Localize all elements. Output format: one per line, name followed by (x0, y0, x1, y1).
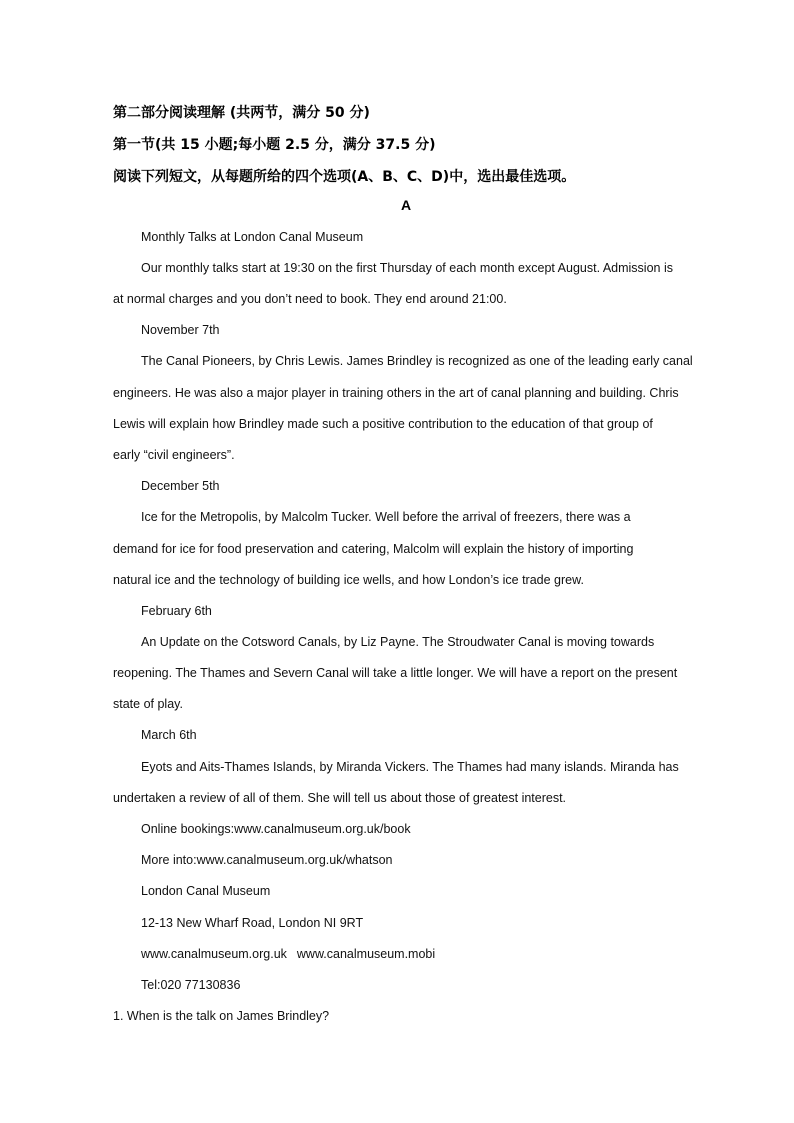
museum-websites (141, 946, 435, 962)
talk-date: November 7th (141, 323, 220, 337)
online-bookings: Online bookings:www.canalmuseum.org.uk/book (141, 822, 411, 836)
more-info: More into:www.canalmuseum.org.uk/whatson (141, 853, 393, 867)
talk-date: March 6th (141, 728, 197, 742)
website-main: www.canalmuseum.org.uk (141, 947, 287, 961)
talk-line: natural ice and the technology of building ice wells, and how London’s ice trade grew. (113, 573, 584, 587)
part-heading: 第二部分阅读理解 (共两节，满分 50 分) (113, 105, 370, 121)
website-mobile: www.canalmuseum.mobi (296, 947, 436, 961)
question-1: 1. When is the talk on James Brindley? (113, 1009, 330, 1023)
passage-title: Monthly Talks at London Canal Museum (141, 230, 364, 244)
museum-name: London Canal Museum (141, 884, 271, 898)
talk-line: engineers. He was also a major player in training others in the art of canal planning and building. Chris (113, 386, 679, 400)
talk-line: Eyots and Aits-Thames Islands, by Miranda Vickers. The Thames had many islands. Miranda has (141, 760, 679, 774)
museum-tel: Tel:020 77130836 (141, 978, 241, 992)
section-heading: 第一节(共 15 小题;每小题 2.5 分，满分 37.5 分) (113, 137, 436, 153)
museum-address: 12-13 New Wharf Road, London NI 9RT (141, 916, 364, 930)
talk-line: state of play. (113, 697, 183, 711)
passage-label: A (400, 197, 412, 213)
intro-line: Our monthly talks start at 19:30 on the first Thursday of each month except August. Admission is (141, 261, 673, 275)
instruction-heading: 阅读下列短文，从每题所给的四个选项(A、B、C、D)中，选出最佳选项。 (113, 169, 576, 185)
intro-line: at normal charges and you don’t need to book. They end around 21:00. (113, 292, 507, 306)
talk-line: An Update on the Cotsword Canals, by Liz Payne. The Stroudwater Canal is moving towards (141, 635, 655, 649)
talk-line: Lewis will explain how Brindley made such a positive contribution to the education of that group of (113, 417, 653, 431)
talk-line: The Canal Pioneers, by Chris Lewis. James Brindley is recognized as one of the leading early canal (141, 354, 693, 368)
talk-line: undertaken a review of all of them. She will tell us about those of greatest interest. (113, 791, 567, 805)
talk-line: reopening. The Thames and Severn Canal will take a little longer. We will have a report on the present (113, 666, 678, 680)
talk-date: December 5th (141, 479, 220, 493)
talk-line: early “civil engineers”. (113, 448, 235, 462)
talk-line: Ice for the Metropolis, by Malcolm Tucker. Well before the arrival of freezers, there was a (141, 510, 631, 524)
talk-date: February 6th (141, 604, 212, 618)
talk-line: demand for ice for food preservation and catering, Malcolm will explain the history of importing (113, 542, 634, 556)
